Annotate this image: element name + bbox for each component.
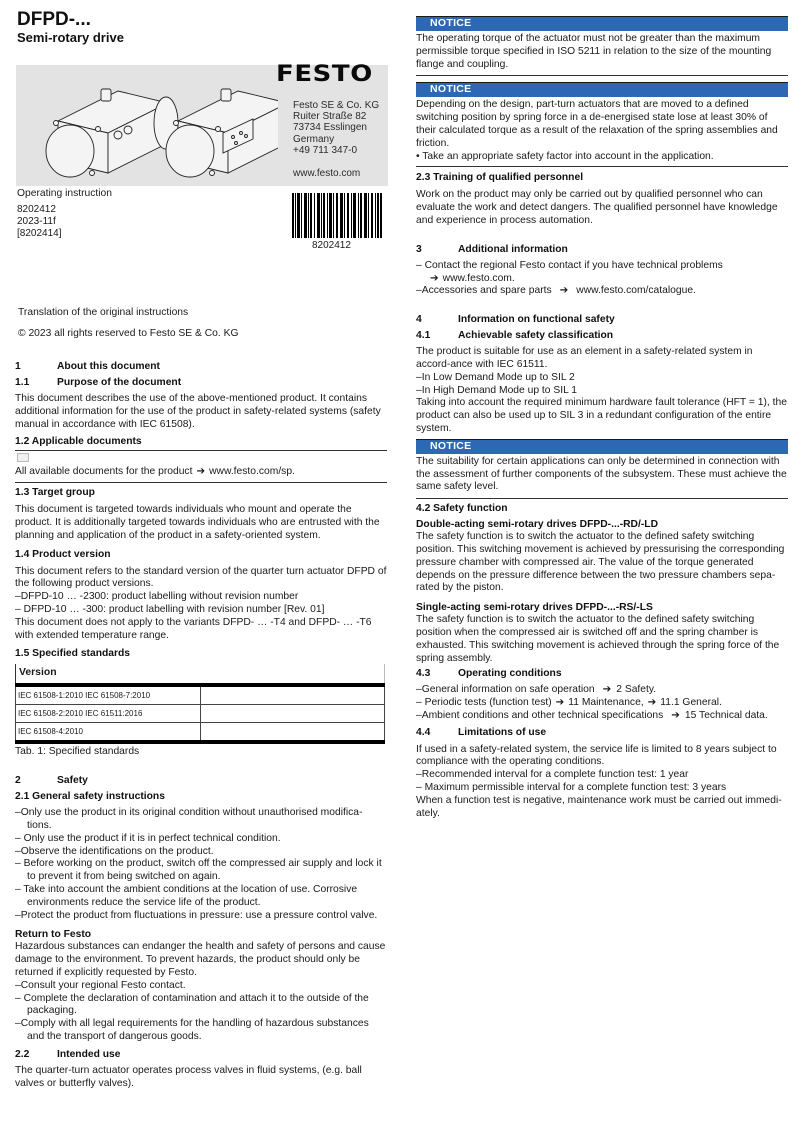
list-item: – Before working on the product, switch off the compressed air supply and lock it to prevent it from being switched on again. [15,858,382,883]
left-column [15,360,387,1090]
doc-type: Operating instruction [17,188,113,199]
barcode-image [292,193,382,238]
document-title: DFPD-... [17,9,91,30]
arrow-right-icon: ➔ [196,466,206,478]
list-item: –Accessories and spare parts ➔ www.festo.com/catalogue. [416,285,696,297]
product-illustration [28,73,278,185]
single-acting-heading: Single-acting semi-rotary drives DFPD-...-RS/-LS [416,602,653,614]
section-1-5-heading: 1.5 Specified standards [15,648,131,660]
list-item: –Observe the identifications on the product. [15,845,214,857]
table-header-version: Version [16,664,385,685]
company-website[interactable]: www.festo.com [293,168,361,179]
book-icon [17,453,29,462]
list-item: – Periodic tests (function test) ➔ 11 Maintenance, ➔ 11.1 General. [416,697,722,709]
right-column [416,16,788,820]
doc-ref: [8202414] [17,228,62,239]
single-acting-body: The safety function is to switch the actuator to the defined safety switching position when the compressed air is switched off and the spring chamber is exhausted. This switching movement is achieved through the spring force of the spring assembly. [416,614,780,664]
arrow-right-icon: ➔ [647,697,657,709]
ref-safety[interactable]: 2 Safety. [616,684,657,696]
arrow-right-icon: ➔ [555,697,565,709]
list-item: – Maximum permissible interval for a complete function test: 3 years [416,782,727,794]
link-festo-catalogue[interactable]: www.festo.com/catalogue. [576,285,696,297]
safety-instructions-list [15,807,387,922]
company-address [293,100,379,156]
section-1-1-body: This document describes the use of the above-mentioned product. It contains additional information for the use of the product in safety-related systems (safety manual in accordance with IEC 61508). [15,393,381,430]
notice-banner: NOTICE [416,82,788,97]
list-item: – Only use the product if it is in perfect technical condition. [15,832,281,844]
ref-general[interactable]: 11.1 General. [660,697,722,709]
doc-number: 8202412 [17,204,56,215]
list-item: – DFPD-10 … -300: product labelling with revision number [Rev. 01] [15,603,325,615]
section-1-3-heading: 1.3 Target group [15,487,95,499]
table-row: IEC 61508-2:2010 IEC 61511:2016 [16,705,385,723]
section-1-4-heading: 1.4 Product version [15,548,111,560]
arrow-right-icon: ➔ [559,285,569,297]
section-1-1-heading: 1.1 Purpose of the document [15,377,182,388]
list-item: – Contact the regional Festo contact if you have technical problems [416,259,723,271]
list-item: – Take into account the ambient conditions at the location of use. Corrosive environments reduce the service life of the product. [15,883,358,908]
notice-1-body: The operating torque of the actuator must not be greater than the maximum permissible torque specified in ISO 5211 in relation to the size of the mounting flange and coupling. [416,33,772,70]
section-4-1-outro: Taking into account the required minimum hardware fault tolerance (HFT = 1), the product can also be used up to SIL 3 in a redundant configuration of the entire system. [416,397,787,434]
divider [416,75,788,76]
section-4-1-heading: 4.1 Achievable safety classification [416,330,614,342]
section-4-4-body: If used in a safety-related system, the service life is limited to 8 years subject to compliance with the operating conditions. [416,743,777,768]
company-name: Festo SE & Co. KG [293,100,380,111]
notice-2-bullet: • Take an appropriate safety factor into account in the application. [416,150,714,162]
section-4-heading: 4 Information on functional safety [416,314,615,326]
list-item: –DFPD-10 … -2300: product labelling without revision number [15,591,299,603]
divider [15,450,387,451]
section-1-heading: 1 About this document [15,361,160,372]
company-phone: +49 711 347-0 [293,144,358,156]
ref-maintenance[interactable]: 11 Maintenance, [568,697,644,709]
notice-2-body: Depending on the design, part-turn actuators that are moved to a defined switching position by spring force in a de-energised state lose at least 30% of their calculated torque as a result of the relaxation of the spring assemblies and friction. [416,99,778,149]
barcode-number: 8202412 [312,240,351,251]
double-acting-body: The safety function is to switch the actuator to the defined safety switching position. This switching movement is achieved by pressurising the corresponding pressure chamber with compressed air. The value of the torque generated depends on the pressure difference between the two pressure chambers sepa-rated by the piston. [416,531,785,594]
table-row: IEC 61508-1:2010 IEC 61508-7:2010 [16,685,385,705]
list-item: –Recommended interval for a complete function test: 1 year [416,769,689,781]
arrow-right-icon: ➔ [602,684,612,696]
list-item: –Only use the product in its original condition without unauthorised modifica-tions. [15,807,363,831]
notice-banner: NOTICE [416,439,788,454]
return-heading: Return to Festo [15,929,92,941]
link-festo-sp[interactable]: www.festo.com/sp. [209,466,295,478]
section-1-3-body: This document is targeted towards individuals who mount and operate the product. It is additionally targeted towards individuals who are entrusted with the planning and application of the product in a safety-oriented system. [15,504,380,541]
notice-3-body: The suitability for certain applications can only be determined in connection with the assessment of further components of the subsystem. These must achieve the same safety level. [416,455,787,493]
list-item: –Ambient conditions and other technical specifications ➔ 15 Technical data. [416,709,768,721]
list-item: –Consult your regional Festo contact. [15,979,186,991]
company-street: Ruiter Straße 82 [293,111,367,123]
table-row: IEC 61508-4:2010 [16,723,385,743]
doc-version: 2023-11f [17,216,56,227]
link-festo[interactable]: www.festo.com. [442,272,515,284]
arrow-right-icon: ➔ [671,709,680,721]
company-country: Germany [293,133,335,145]
section-1-4-intro: This document refers to the standard version of the quarter turn actuator DFPD of the following product versions. [15,565,387,590]
section-1-2-body: All available documents for the product ➔ www.festo.com/sp. [15,466,295,478]
section-2-heading: 2 Safety [15,775,88,787]
section-1-2-heading: 1.2 Applicable documents [15,436,142,448]
section-2-2-body: The quarter-turn actuator operates process valves in fluid systems, (e.g. ball valves or butterfly valves). [15,1064,362,1089]
section-2-1-heading: 2.1 General safety instructions [15,791,165,803]
translation-note: Translation of the original instructions [18,307,189,318]
section-2-2-heading: 2.2 Intended use [15,1048,121,1060]
divider [416,166,788,167]
list-item: –Comply with all legal requirements for the handling of hazardous substances and the transport of dangerous goods. [15,1018,369,1042]
list-item: –Protect the product from fluctuations in pressure: use a pressure control valve. [15,909,378,921]
section-4-4-heading: 4.4 Limitations of use [416,726,547,738]
ref-technical-data[interactable]: 15 Technical data. [684,709,768,721]
section-4-3-heading: 4.3 Operating conditions [416,668,562,680]
section-2-3-heading: 2.3 Training of qualified personnel [416,172,584,184]
list-item: –General information on safe operation ➔ 2 Safety. [416,684,657,696]
festo-logo: FESTO [276,62,373,87]
company-city: 73734 Esslingen [293,122,367,134]
section-4-1-body: The product is suitable for use as an element in a safety-related system in accord-ance with IEC 61511. [416,346,753,370]
arrow-right-icon: ➔ [430,272,439,284]
section-4-4-outro: When a function test is negative, maintenance work must be carried out immedi-ately. [416,794,782,819]
section-2-3-body: Work on the product may only be carried out by qualified personnel who can evaluate the work and detect dangers. The qualified personnel have knowledge and experience in process automation. [416,189,778,226]
list-item: – Complete the declaration of contamination and attach it to the outside of the packaging. [15,992,369,1017]
doc-identifiers [17,204,62,240]
document-subtitle: Semi-rotary drive [17,30,124,45]
section-3-heading: 3 Additional information [416,243,568,255]
divider [15,482,387,483]
return-body: Hazardous substances can endanger the health and safety of persons and cause damage to the environment. To prevent hazards, the product should only be returned if explicitly requested by Festo. [15,941,386,978]
divider [416,498,788,499]
table-caption: Tab. 1: Specified standards [15,746,140,758]
section-4-2-heading: 4.2 Safety function [416,503,508,515]
double-acting-heading: Double-acting semi-rotary drives DFPD-...-RD/-LD [416,519,659,531]
list-item: –In Low Demand Mode up to SIL 2 [416,371,575,383]
section-1-4-outro: This document does not apply to the variants DFPD- … -T4 and DFPD- … -T6 with extended temperature range. [15,616,372,641]
list-item: –In High Demand Mode up to SIL 1 [416,384,578,396]
standards-table [15,664,385,744]
list-item-link [416,273,788,286]
copyright-note: © 2023 all rights reserved to Festo SE & Co. KG [18,328,239,339]
notice-banner: NOTICE [416,16,788,31]
